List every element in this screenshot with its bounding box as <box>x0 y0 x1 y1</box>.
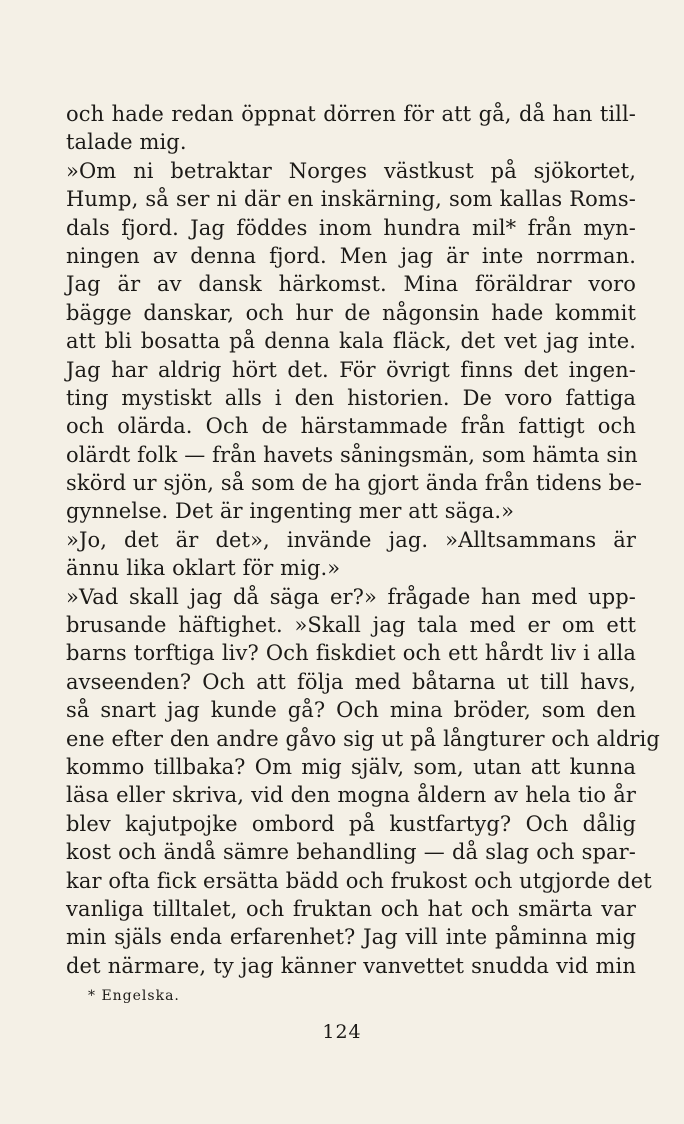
text-line: att bli bosatta på denna kala fläck, det vet jag inte. <box>66 329 636 354</box>
text-line: det närmare, ty jag känner vanvettet snudda vid min <box>66 953 636 978</box>
text-line: kommo tillbaka? Om mig själv, som, utan att kunna <box>66 754 636 779</box>
text-line: »Om ni betraktar Norges västkust på sjökortet, <box>66 158 636 183</box>
text-line: talade mig. <box>66 130 187 155</box>
text-line: brusande häftighet. »Skall jag tala med er om ett <box>66 613 636 638</box>
text-line: ningen av denna fjord. Men jag är inte norrman. <box>66 243 636 268</box>
text-line: läsa eller skriva, vid den mogna åldern av hela tio år <box>66 783 636 808</box>
text-line: Jag har aldrig hört det. För övrigt finns det ingen- <box>66 357 636 382</box>
text-line: och hade redan öppnat dörren för att gå, då han till- <box>66 102 636 126</box>
text-line: barns torftiga liv? Och fiskdiet och ett hårdt liv i alla <box>66 641 636 666</box>
body-text <box>66 100 660 980</box>
text-line: så snart jag kunde gå? Och mina bröder, som den <box>66 698 636 723</box>
text-line: bägge danskar, och hur de någonsin hade kommit <box>66 300 636 325</box>
footnote: * Engelska. <box>88 988 180 1004</box>
text-line: ting mystiskt alls i den historien. De voro fattiga <box>66 385 636 410</box>
text-line: ännu lika oklart för mig.» <box>66 556 341 581</box>
text-line: »Jo, det är det», invände jag. »Alltsammans är <box>66 527 636 552</box>
text-line: gynnelse. Det är ingenting mer att säga.» <box>66 499 515 524</box>
text-line: blev kajutpojke ombord på kustfartyg? Och dålig <box>66 811 636 836</box>
text-line: och olärda. Och de härstammade från fattigt och <box>66 414 636 439</box>
text-line: kost och ändå sämre behandling — då slag och spar- <box>66 840 636 865</box>
text-line: kar ofta fick ersätta bädd och frukost och utgjorde det <box>66 868 652 893</box>
text-line: dals fjord. Jag föddes inom hundra mil* från myn- <box>66 215 636 240</box>
text-line: ene efter den andre gåvo sig ut på långturer och aldrig <box>66 726 660 751</box>
text-line: Hump, så ser ni där en inskärning, som kallas Roms- <box>66 187 636 212</box>
text-line: avseenden? Och att följa med båtarna ut till havs, <box>66 669 636 694</box>
page-number: 124 <box>322 1021 362 1043</box>
text-line: Jag är av dansk härkomst. Mina föräldrar voro <box>66 272 636 297</box>
text-line: vanliga tilltalet, och fruktan och hat och smärta var <box>66 896 636 921</box>
text-line: olärdt folk — från havets såningsmän, som hämta sin <box>66 442 638 467</box>
text-line: »Vad skall jag då säga er?» frågade han med upp- <box>66 584 636 609</box>
text-line: min själs enda erfarenhet? Jag vill inte påminna mig <box>66 925 636 950</box>
text-line: skörd ur sjön, så som de ha gjort ända från tidens be- <box>66 471 642 496</box>
